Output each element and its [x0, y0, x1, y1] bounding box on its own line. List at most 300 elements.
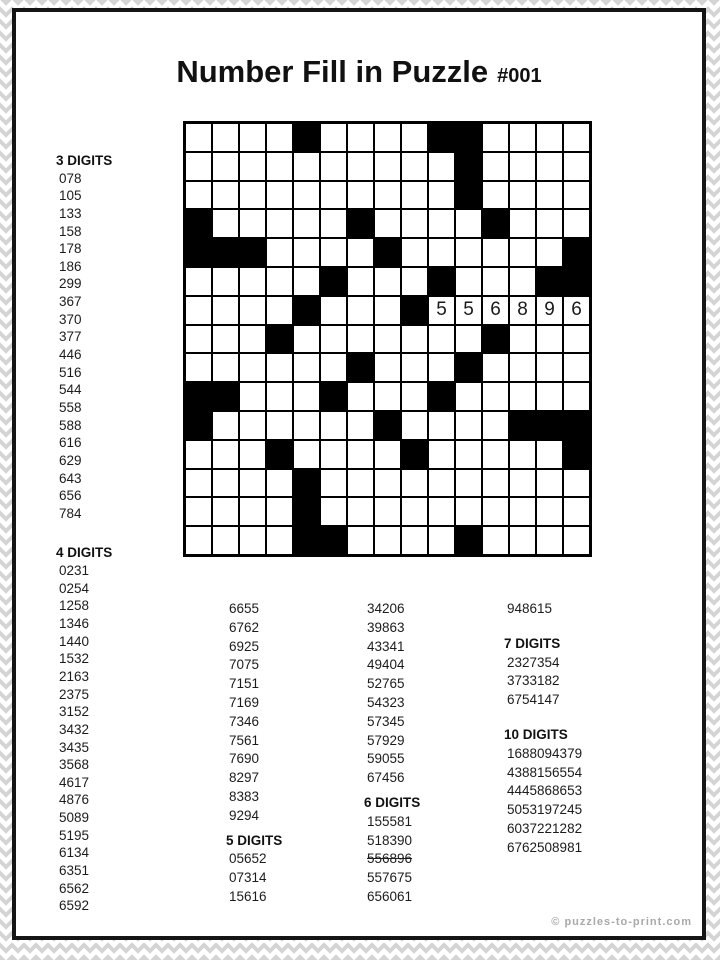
clue-number: 558	[59, 399, 82, 415]
grid-empty-cell-r14-c1[interactable]	[185, 497, 212, 526]
clue-number: 367	[59, 294, 82, 310]
grid-empty-cell-r13-c12[interactable]	[482, 469, 509, 498]
grid-empty-cell-r5-c6[interactable]	[320, 238, 347, 267]
grid-empty-cell-r8-c14[interactable]	[536, 325, 563, 354]
grid-empty-cell-r5-c11[interactable]	[455, 238, 482, 267]
clue-number: 2375	[59, 686, 90, 702]
grid-empty-cell-r9-c5[interactable]	[293, 353, 320, 382]
clue-number: 43341	[367, 638, 405, 654]
grid-empty-cell-r9-c2[interactable]	[212, 353, 239, 382]
grid-black-cell-r4-c12	[482, 209, 509, 238]
grid-empty-cell-r10-c9[interactable]	[401, 382, 428, 411]
clue-section-header: 6 DIGITS	[364, 794, 421, 810]
grid-empty-cell-r12-c1[interactable]	[185, 440, 212, 469]
grid-empty-cell-r3-c3[interactable]	[239, 181, 266, 210]
grid-empty-cell-r5-c9[interactable]	[401, 238, 428, 267]
grid-digit-cell-r7-c13[interactable]: 8	[509, 296, 536, 325]
grid-empty-cell-r5-c10[interactable]	[428, 238, 455, 267]
grid-empty-cell-r14-c4[interactable]	[266, 497, 293, 526]
grid-empty-cell-r9-c13[interactable]	[509, 353, 536, 382]
clue-number: 9294	[229, 807, 260, 823]
grid-black-cell-r5-c3	[239, 238, 266, 267]
grid-empty-cell-r2-c10[interactable]	[428, 152, 455, 181]
grid-empty-cell-r9-c8[interactable]	[374, 353, 401, 382]
grid-empty-cell-r3-c4[interactable]	[266, 181, 293, 210]
grid-empty-cell-r1-c13[interactable]	[509, 123, 536, 152]
grid-empty-cell-r13-c1[interactable]	[185, 469, 212, 498]
grid-empty-cell-r3-c8[interactable]	[374, 181, 401, 210]
grid-empty-cell-r8-c6[interactable]	[320, 325, 347, 354]
clue-number: 57929	[367, 732, 405, 748]
clue-number: 370	[59, 311, 82, 327]
clue-number: 7151	[229, 676, 260, 692]
grid-empty-cell-r13-c6[interactable]	[320, 469, 347, 498]
grid-empty-cell-r13-c13[interactable]	[509, 469, 536, 498]
grid-empty-cell-r2-c4[interactable]	[266, 152, 293, 181]
clue-number: 5195	[59, 827, 90, 843]
grid-empty-cell-r8-c10[interactable]	[428, 325, 455, 354]
clue-number: 1346	[59, 616, 90, 632]
clue-number: 3152	[59, 704, 90, 720]
grid-empty-cell-r15-c15[interactable]	[563, 526, 590, 555]
grid-empty-cell-r12-c2[interactable]	[212, 440, 239, 469]
grid-empty-cell-r1-c2[interactable]	[212, 123, 239, 152]
clue-number: 377	[59, 329, 82, 345]
clue-number: 784	[59, 505, 82, 521]
clue-section	[504, 636, 582, 711]
grid-empty-cell-r13-c8[interactable]	[374, 469, 401, 498]
grid-empty-cell-r10-c8[interactable]	[374, 382, 401, 411]
clue-number: 2163	[59, 668, 90, 684]
grid-empty-cell-r13-c4[interactable]	[266, 469, 293, 498]
grid-black-cell-r9-c7	[347, 353, 374, 382]
grid-empty-cell-r3-c1[interactable]	[185, 181, 212, 210]
clue-number: 643	[59, 470, 82, 486]
grid-empty-cell-r1-c8[interactable]	[374, 123, 401, 152]
clue-number: 446	[59, 347, 82, 363]
grid-empty-cell-r14-c2[interactable]	[212, 497, 239, 526]
grid-empty-cell-r9-c3[interactable]	[239, 353, 266, 382]
grid-black-cell-r5-c15	[563, 238, 590, 267]
grid-empty-cell-r8-c7[interactable]	[347, 325, 374, 354]
clue-number: 4388156554	[507, 764, 583, 780]
grid-empty-cell-r3-c5[interactable]	[293, 181, 320, 210]
clue-section-header: 7 DIGITS	[504, 635, 561, 651]
grid-empty-cell-r6-c5[interactable]	[293, 267, 320, 296]
grid-empty-cell-r14-c7[interactable]	[347, 497, 374, 526]
grid-empty-cell-r6-c4[interactable]	[266, 267, 293, 296]
grid-empty-cell-r11-c2[interactable]	[212, 411, 239, 440]
grid-black-cell-r11-c1	[185, 411, 212, 440]
grid-empty-cell-r13-c2[interactable]	[212, 469, 239, 498]
grid-empty-cell-r8-c1[interactable]	[185, 325, 212, 354]
grid-empty-cell-r5-c13[interactable]	[509, 238, 536, 267]
clue-number: 186	[59, 258, 82, 274]
grid-empty-cell-r8-c3[interactable]	[239, 325, 266, 354]
grid-empty-cell-r6-c7[interactable]	[347, 267, 374, 296]
clue-number: 656061	[367, 888, 413, 904]
grid-black-cell-r6-c10	[428, 267, 455, 296]
grid-empty-cell-r13-c7[interactable]	[347, 469, 374, 498]
grid-black-cell-r6-c15	[563, 267, 590, 296]
grid-empty-cell-r14-c12[interactable]	[482, 497, 509, 526]
grid-empty-cell-r9-c4[interactable]	[266, 353, 293, 382]
clue-number: 544	[59, 382, 82, 398]
clue-number: 6762	[229, 619, 260, 635]
grid-empty-cell-r4-c14[interactable]	[536, 209, 563, 238]
grid-black-cell-r2-c11	[455, 152, 482, 181]
grid-black-cell-r15-c5	[293, 526, 320, 555]
grid-black-cell-r8-c4	[266, 325, 293, 354]
grid-empty-cell-r12-c7[interactable]	[347, 440, 374, 469]
clue-number: 105	[59, 188, 82, 204]
grid-black-cell-r8-c12	[482, 325, 509, 354]
grid-black-cell-r7-c5	[293, 296, 320, 325]
grid-empty-cell-r8-c5[interactable]	[293, 325, 320, 354]
grid-empty-cell-r3-c13[interactable]	[509, 181, 536, 210]
grid-empty-cell-r4-c11[interactable]	[455, 209, 482, 238]
grid-empty-cell-r12-c10[interactable]	[428, 440, 455, 469]
grid-empty-cell-r3-c15[interactable]	[563, 181, 590, 210]
grid-empty-cell-r5-c5[interactable]	[293, 238, 320, 267]
grid-digit-cell-r7-c11[interactable]: 5	[455, 296, 482, 325]
clue-number: 1688094379	[507, 745, 583, 761]
grid-empty-cell-r5-c7[interactable]	[347, 238, 374, 267]
grid-empty-cell-r6-c11[interactable]	[455, 267, 482, 296]
clue-number: 07314	[229, 870, 267, 886]
grid-empty-cell-r6-c3[interactable]	[239, 267, 266, 296]
grid-black-cell-r15-c11	[455, 526, 482, 555]
grid-black-cell-r1-c10	[428, 123, 455, 152]
grid-empty-cell-r4-c9[interactable]	[401, 209, 428, 238]
grid-empty-cell-r4-c13[interactable]	[509, 209, 536, 238]
clue-number: 133	[59, 205, 82, 221]
clue-number: 7169	[229, 694, 260, 710]
grid-black-cell-r5-c8	[374, 238, 401, 267]
grid-empty-cell-r12-c3[interactable]	[239, 440, 266, 469]
grid-empty-cell-r8-c8[interactable]	[374, 325, 401, 354]
grid-empty-cell-r15-c8[interactable]	[374, 526, 401, 555]
grid-empty-cell-r14-c8[interactable]	[374, 497, 401, 526]
grid-empty-cell-r12-c11[interactable]	[455, 440, 482, 469]
clue-number: 4445868653	[507, 783, 583, 799]
grid-empty-cell-r2-c9[interactable]	[401, 152, 428, 181]
grid-empty-cell-r9-c1[interactable]	[185, 353, 212, 382]
clue-number: 556896	[367, 851, 413, 867]
grid-empty-cell-r10-c14[interactable]	[536, 382, 563, 411]
grid-empty-cell-r6-c9[interactable]	[401, 267, 428, 296]
grid-empty-cell-r14-c11[interactable]	[455, 497, 482, 526]
grid-empty-cell-r12-c13[interactable]	[509, 440, 536, 469]
grid-empty-cell-r2-c2[interactable]	[212, 152, 239, 181]
grid-empty-cell-r15-c12[interactable]	[482, 526, 509, 555]
grid-empty-cell-r10-c15[interactable]	[563, 382, 590, 411]
clue-number: 54323	[367, 694, 405, 710]
clue-number: 3568	[59, 757, 90, 773]
clue-section	[226, 833, 282, 908]
clue-number: 656	[59, 488, 82, 504]
grid-empty-cell-r10-c11[interactable]	[455, 382, 482, 411]
grid-empty-cell-r1-c3[interactable]	[239, 123, 266, 152]
grid-black-cell-r11-c13	[509, 411, 536, 440]
grid-empty-cell-r8-c9[interactable]	[401, 325, 428, 354]
grid-empty-cell-r11-c6[interactable]	[320, 411, 347, 440]
grid-empty-cell-r5-c12[interactable]	[482, 238, 509, 267]
clue-number: 948615	[507, 601, 553, 616]
grid-empty-cell-r11-c3[interactable]	[239, 411, 266, 440]
grid-empty-cell-r10-c7[interactable]	[347, 382, 374, 411]
grid-empty-cell-r3-c12[interactable]	[482, 181, 509, 210]
grid-black-cell-r11-c14	[536, 411, 563, 440]
clue-number: 7690	[229, 751, 260, 767]
grid-empty-cell-r13-c11[interactable]	[455, 469, 482, 498]
clue-number: 1258	[59, 598, 90, 614]
grid-empty-cell-r7-c2[interactable]	[212, 296, 239, 325]
grid-black-cell-r10-c2	[212, 382, 239, 411]
grid-digit-cell-r7-c15[interactable]: 6	[563, 296, 590, 325]
grid-empty-cell-r3-c10[interactable]	[428, 181, 455, 210]
grid-empty-cell-r10-c13[interactable]	[509, 382, 536, 411]
grid-empty-cell-r13-c15[interactable]	[563, 469, 590, 498]
grid-black-cell-r6-c6	[320, 267, 347, 296]
clue-number: 7346	[229, 713, 260, 729]
grid-empty-cell-r13-c14[interactable]	[536, 469, 563, 498]
grid-empty-cell-r4-c2[interactable]	[212, 209, 239, 238]
grid-empty-cell-r1-c4[interactable]	[266, 123, 293, 152]
grid-empty-cell-r1-c6[interactable]	[320, 123, 347, 152]
clue-number: 0254	[59, 580, 90, 596]
clue-number: 6592	[59, 898, 90, 914]
clue-list-right	[504, 601, 582, 859]
grid-empty-cell-r11-c10[interactable]	[428, 411, 455, 440]
grid-empty-cell-r7-c6[interactable]	[320, 296, 347, 325]
grid-empty-cell-r1-c12[interactable]	[482, 123, 509, 152]
clue-list-left	[56, 153, 112, 916]
grid-empty-cell-r5-c4[interactable]	[266, 238, 293, 267]
clue-number: 1440	[59, 633, 90, 649]
clue-section	[504, 601, 582, 620]
clue-number: 078	[59, 170, 82, 186]
grid-empty-cell-r12-c5[interactable]	[293, 440, 320, 469]
clue-number: 158	[59, 223, 82, 239]
grid-empty-cell-r2-c6[interactable]	[320, 152, 347, 181]
clue-number: 5089	[59, 810, 90, 826]
grid-empty-cell-r8-c11[interactable]	[455, 325, 482, 354]
clue-number: 3435	[59, 739, 90, 755]
grid-empty-cell-r6-c1[interactable]	[185, 267, 212, 296]
clue-section	[56, 153, 112, 523]
grid-empty-cell-r4-c4[interactable]	[266, 209, 293, 238]
grid-empty-cell-r8-c2[interactable]	[212, 325, 239, 354]
clue-number: 557675	[367, 870, 413, 886]
grid-empty-cell-r2-c3[interactable]	[239, 152, 266, 181]
grid-digit-cell-r7-c10[interactable]: 5	[428, 296, 455, 325]
grid-empty-cell-r3-c6[interactable]	[320, 181, 347, 210]
grid-empty-cell-r15-c9[interactable]	[401, 526, 428, 555]
grid-black-cell-r1-c5	[293, 123, 320, 152]
grid-empty-cell-r12-c12[interactable]	[482, 440, 509, 469]
grid-empty-cell-r7-c3[interactable]	[239, 296, 266, 325]
grid-empty-cell-r1-c15[interactable]	[563, 123, 590, 152]
grid-empty-cell-r15-c3[interactable]	[239, 526, 266, 555]
grid-empty-cell-r7-c4[interactable]	[266, 296, 293, 325]
clue-number: 616	[59, 435, 82, 451]
grid-empty-cell-r2-c14[interactable]	[536, 152, 563, 181]
grid-black-cell-r5-c1	[185, 238, 212, 267]
clue-number: 67456	[367, 770, 405, 786]
grid-empty-cell-r2-c12[interactable]	[482, 152, 509, 181]
grid-empty-cell-r8-c15[interactable]	[563, 325, 590, 354]
grid-empty-cell-r6-c13[interactable]	[509, 267, 536, 296]
grid-empty-cell-r10-c3[interactable]	[239, 382, 266, 411]
grid-empty-cell-r6-c8[interactable]	[374, 267, 401, 296]
grid-empty-cell-r2-c1[interactable]	[185, 152, 212, 181]
grid-empty-cell-r10-c12[interactable]	[482, 382, 509, 411]
grid-empty-cell-r14-c6[interactable]	[320, 497, 347, 526]
grid-empty-cell-r3-c9[interactable]	[401, 181, 428, 210]
clue-section-header: 5 DIGITS	[226, 832, 283, 848]
grid-empty-cell-r11-c12[interactable]	[482, 411, 509, 440]
clue-number: 299	[59, 276, 82, 292]
clue-section-header: 4 DIGITS	[56, 545, 113, 561]
clue-number: 57345	[367, 713, 405, 729]
grid-black-cell-r3-c11	[455, 181, 482, 210]
grid-black-cell-r12-c9	[401, 440, 428, 469]
grid-empty-cell-r14-c14[interactable]	[536, 497, 563, 526]
grid-empty-cell-r6-c2[interactable]	[212, 267, 239, 296]
grid-empty-cell-r14-c10[interactable]	[428, 497, 455, 526]
grid-empty-cell-r1-c7[interactable]	[347, 123, 374, 152]
grid-empty-cell-r3-c14[interactable]	[536, 181, 563, 210]
grid-empty-cell-r1-c1[interactable]	[185, 123, 212, 152]
grid-black-cell-r4-c1	[185, 209, 212, 238]
grid-empty-cell-r5-c14[interactable]	[536, 238, 563, 267]
grid-empty-cell-r15-c2[interactable]	[212, 526, 239, 555]
grid-empty-cell-r12-c14[interactable]	[536, 440, 563, 469]
grid-empty-cell-r10-c4[interactable]	[266, 382, 293, 411]
grid-digit-cell-r7-c12[interactable]: 6	[482, 296, 509, 325]
clue-number: 7561	[229, 732, 260, 748]
grid-empty-cell-r4-c5[interactable]	[293, 209, 320, 238]
clue-number: 178	[59, 241, 82, 257]
grid-empty-cell-r8-c13[interactable]	[509, 325, 536, 354]
grid-empty-cell-r3-c7[interactable]	[347, 181, 374, 210]
grid-empty-cell-r4-c6[interactable]	[320, 209, 347, 238]
grid-empty-cell-r4-c8[interactable]	[374, 209, 401, 238]
grid-empty-cell-r9-c6[interactable]	[320, 353, 347, 382]
grid-black-cell-r10-c10	[428, 382, 455, 411]
clue-number: 6762508981	[507, 839, 583, 855]
grid-empty-cell-r9-c14[interactable]	[536, 353, 563, 382]
grid-empty-cell-r2-c13[interactable]	[509, 152, 536, 181]
grid-empty-cell-r1-c9[interactable]	[401, 123, 428, 152]
grid-empty-cell-r7-c8[interactable]	[374, 296, 401, 325]
grid-empty-cell-r14-c9[interactable]	[401, 497, 428, 526]
puzzle-grid	[183, 121, 592, 557]
grid-black-cell-r11-c8	[374, 411, 401, 440]
grid-empty-cell-r11-c5[interactable]	[293, 411, 320, 440]
clue-number: 2327354	[507, 654, 560, 670]
clue-number: 588	[59, 417, 82, 433]
grid-empty-cell-r14-c3[interactable]	[239, 497, 266, 526]
grid-empty-cell-r6-c12[interactable]	[482, 267, 509, 296]
grid-empty-cell-r15-c7[interactable]	[347, 526, 374, 555]
grid-empty-cell-r15-c14[interactable]	[536, 526, 563, 555]
clue-list-mid-2	[364, 601, 420, 908]
grid-empty-cell-r2-c7[interactable]	[347, 152, 374, 181]
grid-empty-cell-r11-c7[interactable]	[347, 411, 374, 440]
grid-empty-cell-r11-c9[interactable]	[401, 411, 428, 440]
grid-empty-cell-r7-c1[interactable]	[185, 296, 212, 325]
clue-number: 4617	[59, 774, 90, 790]
clue-section-header: 3 DIGITS	[56, 153, 113, 168]
page-header	[16, 54, 702, 90]
grid-empty-cell-r9-c9[interactable]	[401, 353, 428, 382]
grid-empty-cell-r15-c10[interactable]	[428, 526, 455, 555]
grid-empty-cell-r12-c6[interactable]	[320, 440, 347, 469]
grid-black-cell-r12-c15	[563, 440, 590, 469]
grid-empty-cell-r3-c2[interactable]	[212, 181, 239, 210]
clue-section	[226, 601, 282, 827]
grid-empty-cell-r4-c15[interactable]	[563, 209, 590, 238]
grid-empty-cell-r9-c10[interactable]	[428, 353, 455, 382]
grid-empty-cell-r12-c8[interactable]	[374, 440, 401, 469]
grid-empty-cell-r2-c8[interactable]	[374, 152, 401, 181]
grid-empty-cell-r14-c15[interactable]	[563, 497, 590, 526]
grid-empty-cell-r15-c1[interactable]	[185, 526, 212, 555]
puzzle-number: #001	[497, 65, 542, 87]
clue-list-mid-1	[226, 601, 282, 908]
grid-empty-cell-r15-c4[interactable]	[266, 526, 293, 555]
grid-black-cell-r9-c11	[455, 353, 482, 382]
watermark: © puzzles-to-print.com	[551, 916, 692, 928]
clue-number: 0231	[59, 563, 90, 579]
grid-black-cell-r12-c4	[266, 440, 293, 469]
grid-empty-cell-r7-c7[interactable]	[347, 296, 374, 325]
grid-empty-cell-r13-c3[interactable]	[239, 469, 266, 498]
clue-number: 1532	[59, 651, 90, 667]
grid-black-cell-r11-c15	[563, 411, 590, 440]
grid-empty-cell-r11-c11[interactable]	[455, 411, 482, 440]
clue-number: 59055	[367, 751, 405, 767]
grid-empty-cell-r11-c4[interactable]	[266, 411, 293, 440]
grid-empty-cell-r4-c3[interactable]	[239, 209, 266, 238]
grid-empty-cell-r10-c5[interactable]	[293, 382, 320, 411]
grid-empty-cell-r2-c5[interactable]	[293, 152, 320, 181]
grid-empty-cell-r9-c15[interactable]	[563, 353, 590, 382]
grid-empty-cell-r1-c14[interactable]	[536, 123, 563, 152]
grid-empty-cell-r2-c15[interactable]	[563, 152, 590, 181]
grid-black-cell-r4-c7	[347, 209, 374, 238]
grid-digit-cell-r7-c14[interactable]: 9	[536, 296, 563, 325]
grid-empty-cell-r13-c10[interactable]	[428, 469, 455, 498]
clue-number: 15616	[229, 888, 267, 904]
clue-number: 5053197245	[507, 802, 583, 818]
grid-black-cell-r7-c9	[401, 296, 428, 325]
grid-empty-cell-r14-c13[interactable]	[509, 497, 536, 526]
grid-empty-cell-r9-c12[interactable]	[482, 353, 509, 382]
puzzle-page	[12, 8, 706, 940]
grid-empty-cell-r4-c10[interactable]	[428, 209, 455, 238]
clue-number: 39863	[367, 619, 405, 635]
grid-empty-cell-r15-c13[interactable]	[509, 526, 536, 555]
clue-number: 8383	[229, 788, 260, 804]
clue-number: 3733182	[507, 673, 560, 689]
grid-black-cell-r14-c5	[293, 497, 320, 526]
clue-number: 629	[59, 452, 82, 468]
grid-empty-cell-r13-c9[interactable]	[401, 469, 428, 498]
clue-number: 6655	[229, 601, 260, 616]
